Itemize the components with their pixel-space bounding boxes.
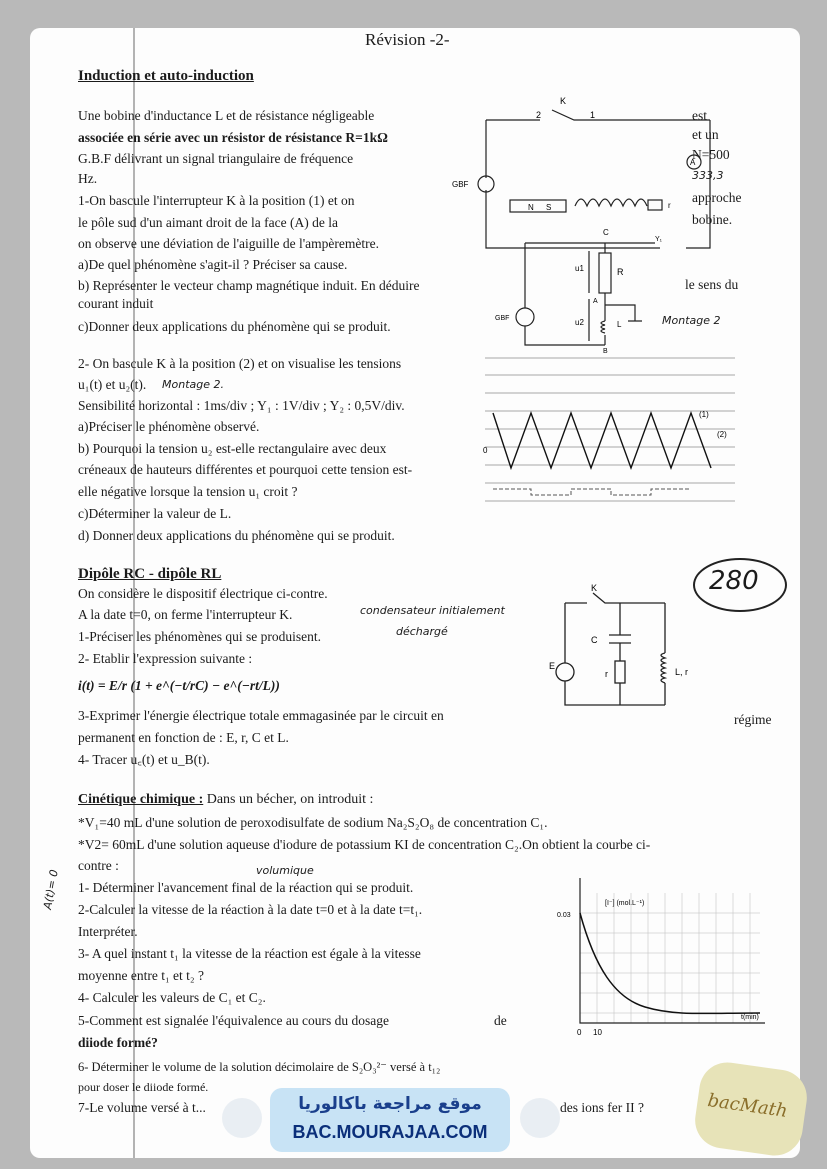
handwritten-note: Montage 2 (662, 314, 721, 327)
x-tick-label: 10 (593, 1028, 602, 1037)
text-line: des ions fer II ? (560, 1100, 644, 1115)
question-3: 3-Exprimer l'énergie électrique totale emmagasinée par le circuit en (78, 708, 444, 723)
text-line: et un (692, 127, 719, 142)
text-line: permanent en fonction de : E, r, C et L. (78, 730, 289, 745)
question-6: 6- Déterminer le volume de la solution décimolaire de S₂O₃²⁻ versé à t₁₂ (78, 1060, 441, 1074)
handwritten-circled-number: 280 (693, 558, 787, 612)
handwritten-note: déchargé (396, 625, 448, 638)
magnet-n: N (528, 203, 534, 212)
banner-arabic-text: موقع مراجعة باكالوريا (298, 1094, 482, 1114)
circuit-figure-2 (495, 223, 695, 353)
page-title: Révision -2- (365, 30, 450, 49)
switch-label: K (591, 583, 598, 593)
zero-label: 0 (483, 446, 488, 455)
handwritten-note: condensateur initialement (360, 604, 505, 617)
x-axis-label: t(min) (741, 1014, 759, 1021)
question-1: 1-On bascule l'interrupteur K à la position (1) et on (78, 193, 355, 208)
u1-label: u1 (575, 264, 584, 273)
question-2: 2- Etablir l'expression suivante : (78, 651, 253, 666)
question-1: 1-Préciser les phénomènes qui se produisent. (78, 629, 321, 644)
text-line: Dans un bécher, on introduit : (206, 792, 374, 807)
text-line: Interpréter. (78, 924, 138, 939)
text-line: de (494, 1013, 507, 1028)
question-2: 2-Calculer la vitesse de la réaction à la date t=0 et à la date t=t₁. (78, 902, 423, 917)
curve-1-label: (1) (699, 410, 709, 419)
question-2a: a)Préciser le phénomène observé. (78, 419, 260, 434)
question-3: 3- A quel instant t₁ la vitesse de la réaction est égale à la vitesse (78, 946, 421, 961)
resistor-label: R (617, 267, 624, 277)
text-line: bobine. (692, 212, 733, 227)
handwritten-note: 333,3 (692, 169, 724, 182)
resistor-label: r (668, 201, 671, 210)
circuit-figure-1 (450, 90, 696, 215)
text-line: Une bobine d'inductance L et de résistance négligeable (78, 108, 375, 123)
magnet-s: S (546, 203, 552, 212)
question-2: 2- On bascule K à la position (2) et on visualise les tensions (78, 356, 402, 371)
text-line: est (692, 108, 707, 123)
capacitor-label: C (591, 635, 598, 645)
text-line: régime (734, 712, 772, 727)
section-title-kinetics-line (78, 792, 373, 808)
margin-handwritten-note: A(t)= 0 (40, 868, 61, 911)
document-page (30, 28, 800, 1158)
position-label: 1 (590, 110, 596, 120)
y-tick-label: 0.03 (557, 912, 571, 919)
question-5: 5-Comment est signalée l'équivalence au cours du dosage (78, 1013, 389, 1028)
y-axis-label: [I⁻] (mol.L⁻¹) (605, 900, 645, 907)
x-tick-label: 0 (577, 1028, 582, 1037)
site-logo (520, 1098, 560, 1138)
watermark-banner[interactable] (270, 1088, 510, 1152)
inductor-label: L, r (675, 667, 689, 677)
section-title-kinetics: Cinétique chimique : (78, 792, 204, 807)
oscilloscope-figure (485, 353, 745, 513)
question-4: 4- Calculer les valeurs de C₁ et C₂. (78, 990, 266, 1005)
question-2d: d) Donner deux applications du phénomène qui se produit. (78, 528, 395, 543)
text-line: on observe une déviation de l'aiguille de l'ampèremètre. (78, 236, 380, 251)
handwritten-note: Montage 2. (162, 378, 224, 391)
text-line: Hz. (78, 171, 98, 186)
text-line: le pôle sud d'un aimant droit de la face (A) de la (78, 215, 338, 230)
curve-2-label: (2) (717, 430, 727, 439)
question-4: 4- Tracer u꜀(t) et u_B(t). (78, 752, 210, 767)
node-c-label: C (603, 228, 609, 237)
text-line: *V2= 60mL d'une solution aqueuse d'iodure de potassium KI de concentration C₂.On obtient la courbe ci- (78, 837, 651, 852)
question-2c: c)Déterminer la valeur de L. (78, 506, 232, 521)
text-line: le sens du (685, 277, 739, 292)
text-line: elle négative lorsque la tension u₁ croit ? (78, 484, 298, 499)
text-line: A la date t=0, on ferme l'interrupteur K. (78, 607, 293, 622)
u2-label: u2 (575, 318, 584, 327)
question-1: 1- Déterminer l'avancement final de la réaction qui se produit. (78, 880, 414, 895)
text-line: moyenne entre t₁ et t₂ ? (78, 968, 204, 983)
text-line: u₁(t) et u₂(t). (78, 377, 147, 392)
gbf-label: GBF (495, 315, 510, 322)
section-title-rc-rl: Dipôle RC - dipôle RL (78, 566, 222, 582)
banner-url[interactable]: BAC.MOURAJAA.COM (292, 1122, 488, 1142)
section-title-induction: Induction et auto-induction (78, 68, 254, 84)
handwritten-note: volumique (256, 864, 314, 877)
text-line: créneaux de hauteurs différentes et pourquoi cette tension est- (78, 462, 413, 477)
kinetics-curve-figure (545, 873, 785, 1048)
text-line: associée en série avec un résistor de résistance R=1kΩ (78, 130, 388, 145)
question-7: 7-Le volume versé à t... (78, 1100, 206, 1115)
resistor-label: r (605, 669, 608, 679)
text-line: diiode formé? (78, 1035, 158, 1050)
position-label: 2 (536, 110, 542, 120)
site-logo (222, 1098, 262, 1138)
text-line: pour doser le diiode formé. (78, 1080, 209, 1094)
text-line: G.B.F délivrant un signal triangulaire de fréquence (78, 151, 354, 166)
inductor-label: L (617, 320, 622, 329)
question-1c: c)Donner deux applications du phénomène qui se produit. (78, 319, 391, 334)
source-label: E (549, 661, 556, 671)
switch-label: K (560, 96, 567, 106)
y1-label: Y₁ (655, 236, 663, 243)
text-line: Sensibilité horizontal : 1ms/div ; Y₁ : 1V/div ; Y₂ : 0,5V/div. (78, 398, 405, 413)
text-line: On considère le dispositif électrique ci-contre. (78, 586, 328, 601)
formula: i(t) = E/r (1 + e^(−t/rC) − e^(−rt/L)) (78, 678, 280, 693)
text-line: approche (692, 190, 742, 205)
text-line: *V₁=40 mL d'une solution de peroxodisulfate de sodium Na₂S₂O₈ de concentration C₁. (78, 815, 548, 830)
text-line: courant induit (78, 296, 154, 311)
text-line: contre : (78, 858, 119, 873)
node-b-label: B (603, 348, 608, 355)
ammeter-label: A (690, 158, 696, 167)
question-1b: b) Représenter le vecteur champ magnétique induit. En déduire (78, 278, 420, 293)
circuit-figure-rc-rl (535, 583, 705, 713)
text-line: N=500 (692, 147, 730, 162)
gbf-label: GBF (452, 180, 469, 189)
bacmath-badge: bacMath (692, 1059, 811, 1159)
question-1a: a)De quel phénomène s'agit-il ? Préciser sa cause. (78, 257, 348, 272)
node-a-label: A (593, 298, 598, 305)
question-2b: b) Pourquoi la tension u₂ est-elle rectangulaire avec deux (78, 441, 387, 456)
